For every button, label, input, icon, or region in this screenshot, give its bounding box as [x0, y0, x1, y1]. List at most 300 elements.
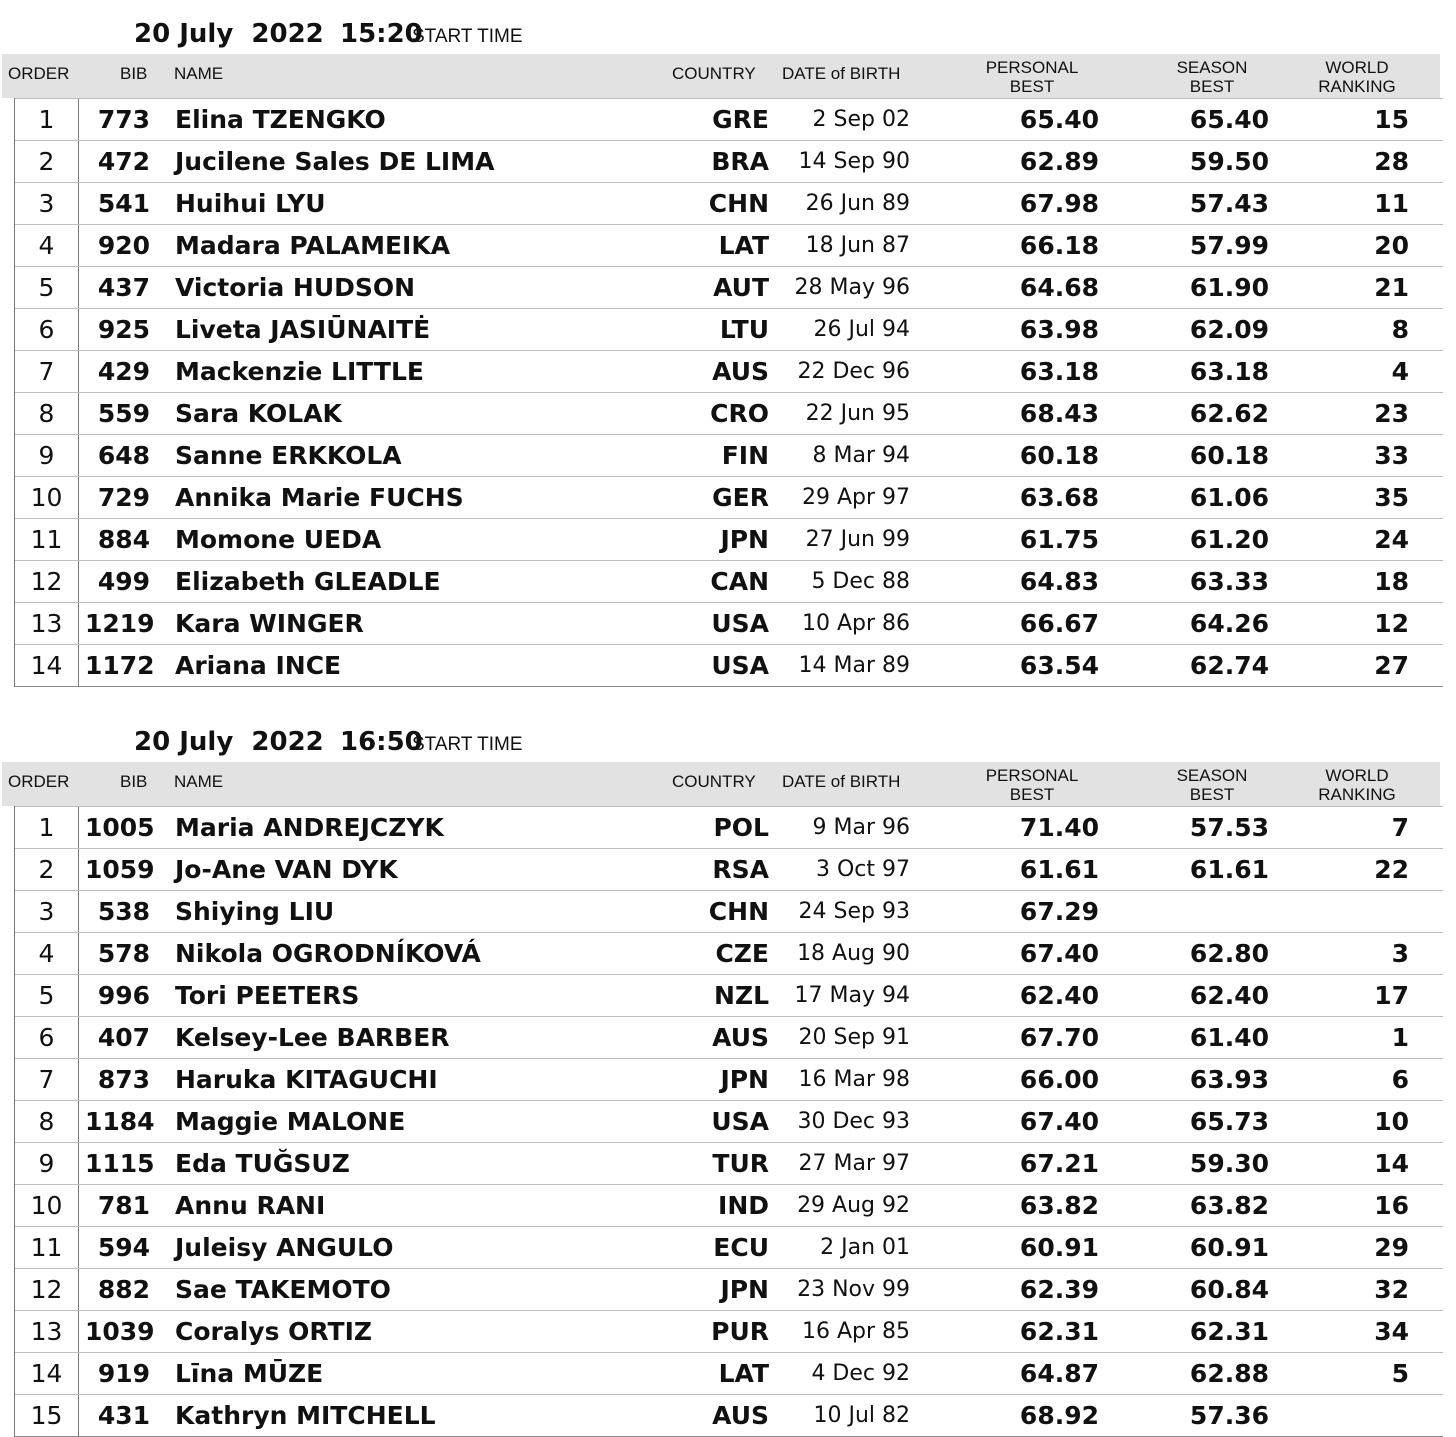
world-ranking-cell: 10	[1374, 1107, 1409, 1136]
world-ranking-cell: 29	[1374, 1233, 1409, 1262]
personal-best-cell: 68.43	[1019, 399, 1099, 428]
date-of-birth-cell: 22 Jun 95	[805, 401, 910, 426]
col-world-ranking	[1302, 58, 1412, 96]
world-ranking-cell: 17	[1374, 981, 1409, 1010]
table-row	[15, 1185, 1443, 1227]
world-ranking-cell: 35	[1374, 483, 1409, 512]
bib-cell: 1172	[85, 651, 155, 680]
world-ranking-cell: 18	[1374, 567, 1409, 596]
personal-best-cell: 64.68	[1019, 273, 1099, 302]
world-ranking-cell: 8	[1391, 315, 1409, 344]
season-best-cell: 60.84	[1189, 1275, 1269, 1304]
col-personal-best	[972, 58, 1092, 96]
order-cell: 4	[15, 225, 79, 266]
athlete-name-cell: Huihui LYU	[175, 189, 326, 218]
table-row	[15, 806, 1443, 849]
season-best-cell: 65.73	[1189, 1107, 1269, 1136]
athlete-name-cell: Nikola OGRODNÍKOVÁ	[175, 939, 481, 968]
world-ranking-cell: 14	[1374, 1149, 1409, 1178]
order-cell: 6	[15, 1017, 79, 1058]
season-best-cell: 63.33	[1189, 567, 1269, 596]
athlete-name-cell: Sanne ERKKOLA	[175, 441, 402, 470]
world-ranking-cell: 11	[1374, 189, 1409, 218]
date-of-birth-cell: 26 Jul 94	[813, 317, 910, 342]
col-bib: BIB	[120, 64, 148, 83]
table-row	[15, 98, 1443, 141]
start-time-value: 15:20	[340, 19, 423, 49]
personal-best-cell: 60.18	[1019, 441, 1099, 470]
world-ranking-cell: 12	[1374, 609, 1409, 638]
col-world-ranking	[1302, 766, 1412, 804]
athlete-name-cell: Mackenzie LITTLE	[175, 357, 424, 386]
date-of-birth-cell: 9 Mar 96	[812, 815, 910, 840]
date-of-birth-cell: 8 Mar 94	[812, 443, 910, 468]
table-row	[15, 435, 1443, 477]
season-best-cell: 62.88	[1189, 1359, 1269, 1388]
date-of-birth-cell: 10 Jul 82	[813, 1403, 910, 1428]
col-dob: DATE of BIRTH	[782, 64, 901, 83]
personal-best-cell: 63.18	[1019, 357, 1099, 386]
world-ranking-cell: 4	[1391, 357, 1409, 386]
world-ranking-cell: 24	[1374, 525, 1409, 554]
personal-best-cell: 67.40	[1019, 939, 1099, 968]
world-ranking-cell: 3	[1391, 939, 1409, 968]
col-season-best	[1152, 766, 1272, 804]
order-cell: 10	[15, 477, 79, 518]
bib-cell: 499	[97, 567, 150, 596]
table-row	[15, 309, 1443, 351]
country-cell: AUS	[712, 1023, 769, 1052]
personal-best-cell: 65.40	[1019, 105, 1099, 134]
country-cell: JPN	[720, 1275, 769, 1304]
country-cell: GRE	[712, 105, 769, 134]
season-best-cell: 59.30	[1189, 1149, 1269, 1178]
col-personal-best-line1: PERSONAL	[985, 766, 1079, 785]
table-row	[15, 849, 1443, 891]
world-ranking-cell: 27	[1374, 651, 1409, 680]
group-header	[0, 6, 1456, 50]
country-cell: ECU	[713, 1233, 769, 1262]
date-of-birth-cell: 14 Mar 89	[798, 653, 910, 678]
col-world-ranking-line2: RANKING	[1318, 785, 1396, 804]
order-cell: 2	[15, 141, 79, 182]
country-cell: USA	[711, 651, 769, 680]
country-cell: CHN	[708, 897, 769, 926]
athlete-name-cell: Maggie MALONE	[175, 1107, 406, 1136]
world-ranking-cell: 16	[1374, 1191, 1409, 1220]
personal-best-cell: 66.18	[1019, 231, 1099, 260]
athlete-name-cell: Annika Marie FUCHS	[175, 483, 464, 512]
country-cell: POL	[713, 813, 769, 842]
date-of-birth-cell: 29 Apr 97	[801, 485, 910, 510]
date-of-birth-cell: 27 Mar 97	[798, 1151, 910, 1176]
order-cell: 3	[15, 183, 79, 224]
country-cell: AUS	[712, 357, 769, 386]
table-row	[15, 1353, 1443, 1395]
bib-cell: 578	[97, 939, 150, 968]
season-best-cell: 61.61	[1189, 855, 1269, 884]
athlete-name-cell: Elizabeth GLEADLE	[175, 567, 441, 596]
athlete-name-cell: Ariana INCE	[175, 651, 342, 680]
order-cell: 7	[15, 351, 79, 392]
table-row	[15, 351, 1443, 393]
order-cell: 1	[15, 99, 79, 140]
date-of-birth-cell: 29 Aug 92	[797, 1193, 910, 1218]
athlete-name-cell: Madara PALAMEIKA	[175, 231, 451, 260]
date-of-birth-cell: 17 May 94	[794, 983, 910, 1008]
order-cell: 13	[15, 1311, 79, 1352]
personal-best-cell: 64.83	[1019, 567, 1099, 596]
date-of-birth-cell: 16 Mar 98	[798, 1067, 910, 1092]
order-cell: 14	[15, 1353, 79, 1394]
personal-best-cell: 62.31	[1019, 1317, 1099, 1346]
start-time-label: START TIME	[412, 26, 523, 47]
athlete-name-cell: Maria ANDREJCZYK	[175, 813, 444, 842]
personal-best-cell: 62.39	[1019, 1275, 1099, 1304]
table-row	[15, 645, 1443, 687]
personal-best-cell: 60.91	[1019, 1233, 1099, 1262]
bib-cell: 882	[97, 1275, 150, 1304]
table-row	[15, 1269, 1443, 1311]
date-of-birth-cell: 27 Jun 99	[805, 527, 910, 552]
date-of-birth-cell: 4 Dec 92	[811, 1361, 910, 1386]
country-cell: CAN	[710, 567, 769, 596]
season-best-cell: 62.40	[1189, 981, 1269, 1010]
table-row	[15, 1101, 1443, 1143]
athlete-table	[14, 98, 1443, 687]
athlete-name-cell: Elina TZENGKO	[175, 105, 386, 134]
table-row	[15, 267, 1443, 309]
group-header	[0, 714, 1456, 758]
col-world-ranking-line2: RANKING	[1318, 77, 1396, 96]
personal-best-cell: 63.68	[1019, 483, 1099, 512]
date-of-birth-cell: 18 Aug 90	[797, 941, 910, 966]
bib-cell: 729	[97, 483, 150, 512]
world-ranking-cell: 32	[1374, 1275, 1409, 1304]
date-of-birth-cell: 10 Apr 86	[801, 611, 910, 636]
athlete-name-cell: Kelsey-Lee BARBER	[175, 1023, 450, 1052]
athlete-name-cell: Līna MŪZE	[175, 1359, 324, 1388]
world-ranking-cell: 7	[1391, 813, 1409, 842]
personal-best-cell: 64.87	[1019, 1359, 1099, 1388]
season-best-cell: 60.91	[1189, 1233, 1269, 1262]
athlete-name-cell: Annu RANI	[175, 1191, 326, 1220]
personal-best-cell: 71.40	[1019, 813, 1099, 842]
country-cell: LAT	[718, 1359, 769, 1388]
col-season-best	[1152, 58, 1272, 96]
athlete-name-cell: Coralys ORTIZ	[175, 1317, 373, 1346]
bib-cell: 648	[97, 441, 150, 470]
country-cell: CZE	[715, 939, 769, 968]
bib-cell: 781	[97, 1191, 150, 1220]
country-cell: GER	[712, 483, 769, 512]
date-of-birth-cell: 2 Jan 01	[820, 1235, 910, 1260]
col-country: COUNTRY	[672, 772, 756, 791]
country-cell: JPN	[720, 525, 769, 554]
order-cell: 15	[15, 1395, 79, 1436]
table-row	[15, 1017, 1443, 1059]
country-cell: AUS	[712, 1401, 769, 1430]
table-row	[15, 519, 1443, 561]
personal-best-cell: 61.61	[1019, 855, 1099, 884]
personal-best-cell: 67.70	[1019, 1023, 1099, 1052]
season-best-cell: 57.99	[1189, 231, 1269, 260]
table-row	[15, 225, 1443, 267]
bib-cell: 1005	[85, 813, 155, 842]
personal-best-cell: 67.98	[1019, 189, 1099, 218]
event-date: 20 July 2022	[134, 19, 324, 49]
season-best-cell: 61.20	[1189, 525, 1269, 554]
personal-best-cell: 62.40	[1019, 981, 1099, 1010]
season-best-cell: 61.40	[1189, 1023, 1269, 1052]
season-best-cell: 57.43	[1189, 189, 1269, 218]
date-of-birth-cell: 23 Nov 99	[797, 1277, 910, 1302]
date-of-birth-cell: 14 Sep 90	[798, 149, 910, 174]
col-name: NAME	[174, 772, 224, 791]
col-personal-best-line2: BEST	[1009, 77, 1055, 96]
season-best-cell: 62.74	[1189, 651, 1269, 680]
world-ranking-cell: 28	[1374, 147, 1409, 176]
athlete-name-cell: Kara WINGER	[175, 609, 364, 638]
country-cell: USA	[711, 1107, 769, 1136]
order-cell: 12	[15, 561, 79, 602]
personal-best-cell: 66.67	[1019, 609, 1099, 638]
athlete-name-cell: Kathryn MITCHELL	[175, 1401, 436, 1430]
season-best-cell: 62.09	[1189, 315, 1269, 344]
season-best-cell: 57.36	[1189, 1401, 1269, 1430]
world-ranking-cell: 5	[1391, 1359, 1409, 1388]
athlete-name-cell: Sara KOLAK	[175, 399, 342, 428]
col-personal-best-line1: PERSONAL	[985, 58, 1079, 77]
bib-cell: 437	[97, 273, 150, 302]
bib-cell: 925	[97, 315, 150, 344]
table-row	[15, 1227, 1443, 1269]
col-season-best-line2: BEST	[1189, 785, 1235, 804]
personal-best-cell: 63.82	[1019, 1191, 1099, 1220]
order-cell: 10	[15, 1185, 79, 1226]
order-cell: 14	[15, 645, 79, 686]
season-best-cell: 63.93	[1189, 1065, 1269, 1094]
col-season-best-line2: BEST	[1189, 77, 1235, 96]
personal-best-cell: 63.54	[1019, 651, 1099, 680]
season-best-cell: 62.80	[1189, 939, 1269, 968]
athlete-name-cell: Jo-Ane VAN DYK	[175, 855, 398, 884]
bib-cell: 996	[97, 981, 150, 1010]
col-name: NAME	[174, 64, 224, 83]
table-row	[15, 1059, 1443, 1101]
event-date: 20 July 2022	[134, 727, 324, 757]
athlete-name-cell: Sae TAKEMOTO	[175, 1275, 391, 1304]
date-of-birth-cell: 26 Jun 89	[805, 191, 910, 216]
bib-cell: 429	[97, 357, 150, 386]
bib-cell: 472	[97, 147, 150, 176]
world-ranking-cell: 34	[1374, 1317, 1409, 1346]
country-cell: BRA	[711, 147, 769, 176]
col-order: ORDER	[8, 64, 70, 83]
country-cell: CHN	[708, 189, 769, 218]
order-cell: 3	[15, 891, 79, 932]
bib-cell: 884	[97, 525, 150, 554]
season-best-cell: 57.53	[1189, 813, 1269, 842]
table-row	[15, 1395, 1443, 1437]
col-dob: DATE of BIRTH	[782, 772, 901, 791]
personal-best-cell: 67.40	[1019, 1107, 1099, 1136]
table-row	[15, 477, 1443, 519]
col-country: COUNTRY	[672, 64, 756, 83]
athlete-name-cell: Momone UEDA	[175, 525, 382, 554]
bib-cell: 919	[97, 1359, 150, 1388]
season-best-cell: 63.18	[1189, 357, 1269, 386]
season-best-cell: 65.40	[1189, 105, 1269, 134]
order-cell: 5	[15, 267, 79, 308]
col-bib: BIB	[120, 772, 148, 791]
world-ranking-cell: 20	[1374, 231, 1409, 260]
athlete-name-cell: Juleisy ANGULO	[175, 1233, 394, 1262]
country-cell: JPN	[720, 1065, 769, 1094]
bib-cell: 1115	[85, 1149, 155, 1178]
athlete-name-cell: Eda TUĞSUZ	[175, 1149, 350, 1178]
order-cell: 5	[15, 975, 79, 1016]
bib-cell: 407	[97, 1023, 150, 1052]
country-cell: NZL	[714, 981, 769, 1010]
country-cell: USA	[711, 609, 769, 638]
personal-best-cell: 66.00	[1019, 1065, 1099, 1094]
bib-cell: 431	[97, 1401, 150, 1430]
bib-cell: 1059	[85, 855, 155, 884]
date-of-birth-cell: 16 Apr 85	[801, 1319, 910, 1344]
col-season-best-line1: SEASON	[1176, 766, 1248, 785]
date-of-birth-cell: 3 Oct 97	[815, 857, 910, 882]
personal-best-cell: 67.21	[1019, 1149, 1099, 1178]
world-ranking-cell: 23	[1374, 399, 1409, 428]
date-of-birth-cell: 30 Dec 93	[797, 1109, 910, 1134]
athlete-name-cell: Tori PEETERS	[175, 981, 360, 1010]
country-cell: AUT	[713, 273, 769, 302]
bib-cell: 1219	[85, 609, 155, 638]
season-best-cell: 62.62	[1189, 399, 1269, 428]
country-cell: FIN	[721, 441, 769, 470]
bib-cell: 541	[97, 189, 150, 218]
table-row	[15, 603, 1443, 645]
column-header-bar	[2, 762, 1440, 806]
order-cell: 9	[15, 1143, 79, 1184]
season-best-cell: 61.90	[1189, 273, 1269, 302]
athlete-name-cell: Victoria HUDSON	[175, 273, 416, 302]
world-ranking-cell: 6	[1391, 1065, 1409, 1094]
start-time-value: 16:50	[340, 727, 423, 757]
world-ranking-cell: 21	[1374, 273, 1409, 302]
order-cell: 8	[15, 1101, 79, 1142]
table-row	[15, 1311, 1443, 1353]
date-of-birth-cell: 28 May 96	[794, 275, 910, 300]
bib-cell: 1184	[85, 1107, 155, 1136]
date-of-birth-cell: 22 Dec 96	[797, 359, 910, 384]
season-best-cell: 61.06	[1189, 483, 1269, 512]
table-row	[15, 141, 1443, 183]
bib-cell: 538	[97, 897, 150, 926]
col-world-ranking-line1: WORLD	[1325, 766, 1389, 785]
col-season-best-line1: SEASON	[1176, 58, 1248, 77]
season-best-cell: 59.50	[1189, 147, 1269, 176]
col-world-ranking-line1: WORLD	[1325, 58, 1389, 77]
country-cell: LTU	[719, 315, 769, 344]
season-best-cell: 62.31	[1189, 1317, 1269, 1346]
start-time-label: START TIME	[412, 734, 523, 755]
personal-best-cell: 62.89	[1019, 147, 1099, 176]
country-cell: RSA	[712, 855, 769, 884]
country-cell: CRO	[710, 399, 769, 428]
order-cell: 12	[15, 1269, 79, 1310]
order-cell: 11	[15, 1227, 79, 1268]
world-ranking-cell: 22	[1374, 855, 1409, 884]
athlete-table	[14, 806, 1443, 1437]
date-of-birth-cell: 2 Sep 02	[812, 107, 910, 132]
col-personal-best	[972, 766, 1092, 804]
bib-cell: 873	[97, 1065, 150, 1094]
personal-best-cell: 67.29	[1019, 897, 1099, 926]
bib-cell: 773	[97, 105, 150, 134]
athlete-name-cell: Shiying LIU	[175, 897, 335, 926]
start-list-group-2	[0, 714, 1456, 1432]
world-ranking-cell: 33	[1374, 441, 1409, 470]
world-ranking-cell: 15	[1374, 105, 1409, 134]
athlete-name-cell: Liveta JASIŪNAITĖ	[175, 315, 431, 344]
col-personal-best-line2: BEST	[1009, 785, 1055, 804]
column-header-bar	[2, 54, 1440, 98]
season-best-cell: 63.82	[1189, 1191, 1269, 1220]
table-row	[15, 891, 1443, 933]
personal-best-cell: 68.92	[1019, 1401, 1099, 1430]
country-cell: TUR	[712, 1149, 769, 1178]
bib-cell: 1039	[85, 1317, 155, 1346]
date-of-birth-cell: 20 Sep 91	[798, 1025, 910, 1050]
date-of-birth-cell: 24 Sep 93	[798, 899, 910, 924]
bib-cell: 559	[97, 399, 150, 428]
order-cell: 13	[15, 603, 79, 644]
order-cell: 7	[15, 1059, 79, 1100]
table-row	[15, 393, 1443, 435]
order-cell: 8	[15, 393, 79, 434]
athlete-name-cell: Jucilene Sales DE LIMA	[175, 147, 495, 176]
athlete-name-cell: Haruka KITAGUCHI	[175, 1065, 438, 1094]
order-cell: 1	[15, 807, 79, 848]
col-order: ORDER	[8, 772, 70, 791]
start-list-group-1	[0, 6, 1456, 686]
season-best-cell: 60.18	[1189, 441, 1269, 470]
country-cell: IND	[718, 1191, 769, 1220]
table-row	[15, 933, 1443, 975]
personal-best-cell: 63.98	[1019, 315, 1099, 344]
order-cell: 4	[15, 933, 79, 974]
table-row	[15, 183, 1443, 225]
date-of-birth-cell: 5 Dec 88	[811, 569, 910, 594]
table-row	[15, 975, 1443, 1017]
country-cell: PUR	[711, 1317, 769, 1346]
order-cell: 6	[15, 309, 79, 350]
world-ranking-cell: 1	[1391, 1023, 1409, 1052]
order-cell: 2	[15, 849, 79, 890]
table-row	[15, 561, 1443, 603]
bib-cell: 920	[97, 231, 150, 260]
order-cell: 9	[15, 435, 79, 476]
order-cell: 11	[15, 519, 79, 560]
country-cell: LAT	[718, 231, 769, 260]
date-of-birth-cell: 18 Jun 87	[805, 233, 910, 258]
table-row	[15, 1143, 1443, 1185]
season-best-cell: 64.26	[1189, 609, 1269, 638]
personal-best-cell: 61.75	[1019, 525, 1099, 554]
bib-cell: 594	[97, 1233, 150, 1262]
